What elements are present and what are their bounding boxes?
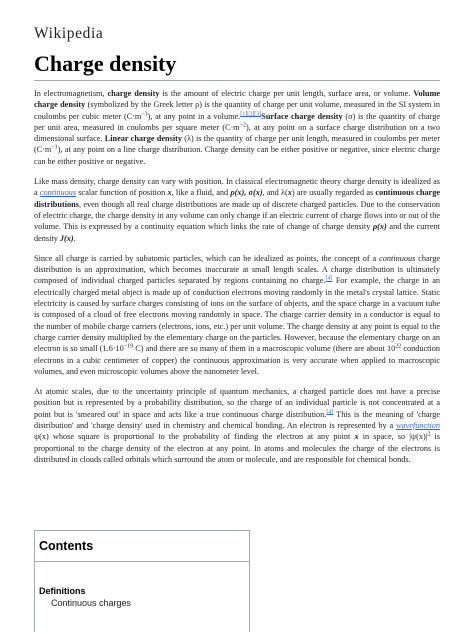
text-run: ), at any point in a volume.: [147, 111, 241, 121]
text-run: Like mass density, charge density can vary with position. In classical electromagnetic theory charge density is idealized as a: [34, 177, 440, 198]
math-x: x: [167, 188, 172, 198]
math-rho-x: ρ(x): [372, 222, 387, 232]
term-linear-charge-density: Linear charge density: [104, 134, 182, 144]
text-run: in space, so |ψ(x)|: [358, 432, 428, 442]
text-run: (λ) is the quantity of charge per unit length, measured in coulombs per meter (C⋅m: [34, 134, 440, 155]
term-charge-density: charge density: [107, 89, 160, 98]
math-j-x: J(x): [59, 233, 74, 243]
text-run: For example, the charge in an electrically charged metal object is made up of conduction electrons moving randomly in the metal's crystal lattice. Static electricity is caused by surface charges consisting of ions on the surface of objects, and the space charge in a vacuum tube is composed of a cloud of free electrons moving randomly in space. The charge carrier density in a conductor is equal to the number of mobile charge carriers (electrons, ions, etc.) per unit volume. The charge density at any point is equal to the charge carrier density multiplied by the elementary charge on the particles. However, because the elementary charge on an electron is so small (1.6⋅10: [34, 276, 440, 354]
citation-link[interactable]: [1][2][3]: [240, 110, 262, 117]
text-run: is proportional to the charge density of the electron at any point. In atoms and molecules the charge of the electrons is distributed in clouds called orbitals which surround the atom or molecule, and are responsible for chemical bonds.: [34, 432, 440, 464]
paragraph-intro: [34, 88, 440, 167]
term-continuous-charge-distributions: continuous charge distributions: [34, 188, 440, 209]
text-run: This is the meaning of 'charge distribution' and 'charge density' used in chemistry and chemical bonding. An electron is represented by a: [34, 409, 440, 431]
text-run: (symbolized by the Greek letter ρ) is the quantity of charge per unit volume, measured in the SI system in coulombs per cubic meter (C⋅m: [34, 100, 440, 121]
citation-link[interactable]: [4]: [326, 408, 334, 415]
text-run: ) are usually regarded as: [291, 188, 376, 198]
wikipedia-logo[interactable]: Wikipedia: [34, 25, 104, 42]
text-run: , and λ(: [262, 188, 288, 198]
contents-title: Contents: [39, 539, 94, 553]
text-run: Since all charge is carried by subatomic particles, which can be idealized as points, the concept of a: [34, 253, 380, 263]
math-x: x: [354, 432, 359, 442]
math-rho-sigma: ρ(x), σ(x): [230, 188, 263, 198]
text-run: In electromagnetism,: [34, 89, 108, 98]
exponent: −3: [141, 110, 148, 117]
text-run: conduction electrons in a cubic centimeter of copper) the continuous approximation is very accurate when applied to macroscopic volumes, and even microscopic volumes above the nanometer level.: [34, 344, 440, 376]
toc-item-continuous-charges[interactable]: Continuous charges: [51, 598, 132, 608]
title-divider: [34, 80, 440, 81]
text-run: C) and there are so many of them in a macroscopic volume (there are about 10: [133, 344, 396, 354]
exponent: −2: [239, 122, 246, 129]
table-of-contents: [34, 530, 250, 632]
exponent: 22: [395, 343, 402, 350]
article-body: [34, 88, 440, 474]
paragraph-atomic: [34, 386, 440, 465]
text-run: ), at any point on a surface charge distribution on a two dimensional surface.: [34, 122, 440, 144]
term-surface-charge-density: Surface charge density: [261, 111, 343, 121]
text-run: ψ(x) whose square is proportional to the probability of finding the electron at any point: [34, 432, 355, 442]
text-run: At atomic scales, due to the uncertainty principle of quantum mechanics, a charged particle does not have a precise position but is represented by a probability distribution, so the charge of an individual particle is not concentrated at a point but is 'smeared out' in space and acts like a true continuous charge distribution.: [34, 387, 440, 419]
text-run: scalar function of position: [76, 188, 168, 198]
exponent: −19: [123, 343, 134, 350]
paragraph-particles: [34, 253, 440, 377]
text-run: ), at any point on a line charge distribution. Charge density can be either positive or negative, since electric charge can be either positive or negative.: [34, 145, 440, 166]
paragraph-continuous: [34, 176, 440, 244]
text-run: charge distribution is an approximation, which becomes inaccurate at small length scales. A charge distribution is ultimately composed of individual charged particles separated by regions containing no charge.: [34, 253, 440, 286]
contents-divider: [35, 561, 249, 562]
emphasis-continuous: continuous: [379, 253, 416, 263]
text-run: and the current density: [34, 222, 440, 243]
link-continuous[interactable]: continuous: [39, 188, 77, 198]
exponent: 2: [427, 431, 431, 438]
text-run: is the amount of electric charge per unit length, surface area, or volume.: [159, 89, 414, 98]
exponent: −1: [51, 144, 58, 151]
citation-link[interactable]: [4]: [325, 275, 333, 282]
page-title: Charge density: [34, 51, 177, 76]
math-x: x: [287, 188, 292, 198]
text-run: , even though all real charge distributions are made up of discrete charged particles. Due to the conservation of electric charge, the charge density in any volume can only change if an electric current of charge flows into or out of the volume. This is expressed by a continuity equation which links the rate of change of charge density: [34, 199, 440, 232]
link-wavefunction[interactable]: wavefunction: [396, 421, 440, 431]
text-run: (σ) is the quantity of charge per unit area, measured in coulombs per square meter (C⋅m: [34, 111, 440, 132]
term-volume-charge-density: Volume charge density: [34, 89, 440, 110]
toc-item-definitions[interactable]: Definitions: [39, 586, 86, 596]
text-run: .: [73, 233, 76, 243]
text-run: , like a fluid, and: [171, 188, 231, 198]
